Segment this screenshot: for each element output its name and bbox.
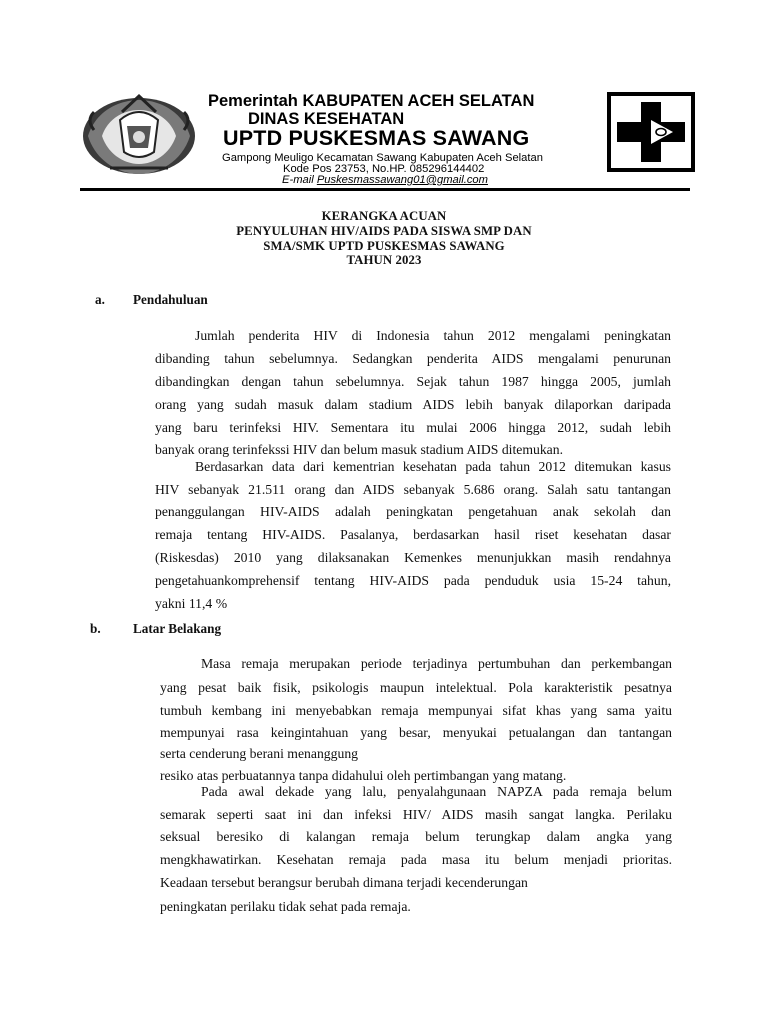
document-title-line-1: KERANGKA ACUAN — [321, 209, 447, 223]
paragraph-line: yakni 11,4 % — [155, 596, 228, 611]
paragraph-line: seksual beresiko di kalangan remaja belum terungkap dalam angka yang — [160, 829, 672, 844]
paragraph-line: Jumlah penderita HIV di Indonesia tahun 2012 mengalami peningkatan — [195, 328, 671, 343]
paragraph-line: mengkhawatirkan. Kesehatan remaja pada masa itu belum menjadi prioritas. — [160, 852, 672, 867]
paragraph-line: Keadaan tersebut berangsur berubah dimana terjadi kecenderungan — [160, 875, 528, 890]
paragraph-line: penanggulangan HIV-AIDS adalah peningkatan pengetahuan anak sekolah dan — [155, 504, 671, 519]
letterhead-institution: UPTD PUSKESMAS SAWANG — [223, 126, 530, 150]
paragraph-line: remaja tentang HIV-AIDS. Pasalanya, berdasarkan hasil riset kesehatan dasar — [155, 527, 671, 542]
letterhead-divider — [80, 188, 690, 191]
paragraph-line: (Riskesdas) 2010 yang dilaksanakan Kemenkes menunjukkan masih rendahnya — [155, 550, 671, 565]
paragraph-line: yang pesat baik fisik, psikologis maupun intelektual. Pola karakteristik pesatnya — [160, 680, 672, 695]
letterhead-contact: Kode Pos 23753, No.HP. 085296144402 — [283, 163, 485, 175]
paragraph-line: tumbuh kembang ini menyebabkan remaja mempunyai sifat khas yang sama yaitu — [160, 703, 672, 718]
paragraph-line: dibandingkan dengan tahun sebelumnya. Sejak tahun 1987 hingga 2005, jumlah — [155, 374, 671, 389]
puskesmas-cross-logo-icon — [607, 92, 695, 172]
paragraph-line: semarak seperti saat ini dan infeksi HIV/ AIDS masih sangat langka. Perilaku — [160, 807, 672, 822]
document-title-line-3: SMA/SMK UPTD PUSKESMAS SAWANG — [263, 239, 505, 253]
letterhead-government: Pemerintah KABUPATEN ACEH SELATAN — [208, 92, 535, 110]
paragraph-line: resiko atas perbuatannya tanpa didahului oleh pertimbangan yang matang. — [160, 768, 567, 783]
aceh-selatan-emblem-icon — [80, 90, 198, 182]
section-b-heading: Latar Belakang — [133, 621, 222, 636]
email-link[interactable]: Puskesmassawang01@gmail.com — [316, 174, 488, 186]
section-a-letter: a. — [95, 292, 105, 307]
paragraph-line: HIV sebanyak 21.511 orang dan AIDS sebanyak 5.686 orang. Salah satu tantangan — [155, 482, 671, 497]
letterhead-agency: DINAS KESEHATAN — [248, 110, 405, 128]
paragraph-line: serta cenderung berani menanggung — [160, 746, 359, 761]
paragraph-line: peningkatan perilaku tidak sehat pada remaja. — [160, 899, 411, 914]
email-label: E-mail — [282, 174, 317, 186]
section-a-heading: Pendahuluan — [133, 292, 208, 307]
paragraph-line: yang baru terinfeksi HIV. Sementara itu mulai 2006 hingga 2012, sudah lebih — [155, 420, 671, 435]
document-title-line-2: PENYULUHAN HIV/AIDS PADA SISWA SMP DAN — [236, 224, 532, 238]
paragraph-line: pengetahuankomprehensif tentang HIV-AIDS pada penduduk usia 15-24 tahun, — [155, 573, 671, 588]
paragraph-line: Masa remaja merupakan periode terjadinya pertumbuhan dan perkembangan — [201, 656, 672, 671]
paragraph-line: banyak orang terinfekssi HIV dan belum masuk stadium AIDS ditemukan. — [155, 442, 564, 457]
paragraph-line: orang yang sudah masuk dalam stadium AIDS lebih banyak dilaporkan daripada — [155, 397, 671, 412]
letterhead-address: Gampong Meuligo Kecamatan Sawang Kabupaten Aceh Selatan — [222, 152, 543, 164]
section-b-letter: b. — [90, 621, 101, 636]
paragraph-line: mempunyai rasa keingintahuan yang besar, menyukai petualangan dan tantangan — [160, 725, 672, 740]
letterhead-email-line — [282, 174, 488, 186]
paragraph-line: Pada awal dekade yang lalu, penyalahgunaan NAPZA pada remaja belum — [201, 784, 672, 799]
paragraph-line: dibanding tahun sebelumnya. Sedangkan penderita AIDS mengalami penurunan — [155, 351, 671, 366]
paragraph-line: Berdasarkan data dari kementrian kesehatan pada tahun 2012 ditemukan kasus — [195, 459, 671, 474]
document-title-line-4: TAHUN 2023 — [346, 253, 422, 267]
